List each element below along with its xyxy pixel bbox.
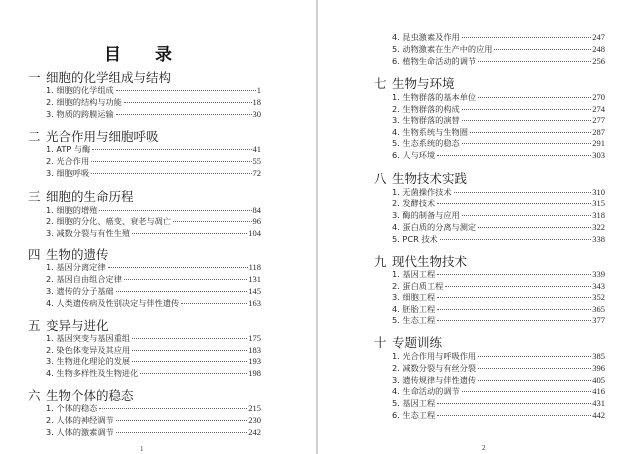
section-heading	[28, 190, 134, 204]
toc-entry[interactable]	[46, 415, 261, 426]
entry-page: 104	[248, 228, 261, 238]
entry-label: 2. 染色体变异及其应用	[46, 345, 131, 355]
section-heading	[28, 389, 134, 403]
toc-entry[interactable]	[392, 56, 605, 67]
toc-entry[interactable]	[392, 304, 605, 315]
toc-entry[interactable]	[392, 292, 605, 303]
leader-dots	[478, 61, 591, 62]
section-heading	[28, 71, 171, 85]
entry-page: 96	[252, 216, 261, 226]
entry-page: 274	[592, 104, 605, 114]
entry-page: 322	[592, 222, 605, 232]
entry-label: 4. 胚胎工程	[392, 304, 436, 314]
section-number: 二	[28, 129, 41, 144]
toc-entry[interactable]	[46, 156, 261, 167]
section-title: 现代生物技术	[392, 254, 468, 269]
entry-page: 183	[248, 345, 261, 355]
section-heading	[374, 336, 442, 350]
toc-entry[interactable]	[392, 398, 605, 409]
leader-dots	[478, 97, 591, 98]
leader-dots	[437, 274, 591, 275]
section-title: 细胞的生命历程	[46, 189, 134, 204]
section-title: 生物技术实践	[392, 171, 468, 186]
entry-label: 3. 细胞工程	[392, 292, 436, 302]
leader-dots	[445, 286, 591, 287]
entry-page: 343	[592, 281, 605, 291]
entry-page: 338	[592, 234, 605, 244]
leader-dots	[462, 37, 592, 38]
leader-dots	[462, 143, 592, 144]
right-page	[318, 0, 640, 454]
entry-page: 377	[592, 315, 605, 325]
entry-page: 416	[592, 386, 605, 396]
leader-dots	[91, 161, 251, 162]
entry-page: 315	[592, 198, 605, 208]
toc-entry[interactable]	[392, 363, 605, 374]
entry-label: 5. PCR 技术	[392, 234, 438, 244]
toc-entry[interactable]	[392, 386, 605, 397]
entry-page: 303	[592, 150, 605, 160]
entry-label: 1. 个体的稳态	[46, 403, 98, 413]
entry-page: 310	[592, 187, 605, 197]
entry-page: 248	[592, 44, 605, 54]
entry-label: 1. 光合作用与呼吸作用	[392, 351, 477, 361]
entry-label: 2. 基因自由组合定律	[46, 274, 122, 284]
toc-entry[interactable]	[46, 274, 261, 285]
leader-dots	[437, 203, 591, 204]
toc-entry[interactable]	[392, 44, 605, 55]
entry-page: 339	[592, 269, 605, 279]
toc-entry[interactable]	[392, 150, 605, 161]
toc-entry[interactable]	[46, 228, 261, 239]
leader-dots	[124, 102, 252, 103]
entry-page: 287	[592, 127, 605, 137]
entry-label: 5. 动物激素在生产中的应用	[392, 44, 493, 54]
entry-label: 3. 物质的跨膜运输	[46, 109, 114, 119]
entry-label: 6. 生态工程	[392, 410, 436, 420]
section-title: 专题训练	[392, 335, 443, 350]
entry-page: 365	[592, 304, 605, 314]
entry-label: 2. 细胞的结构与功能	[46, 97, 122, 107]
entry-page: 193	[248, 356, 261, 366]
toc-entry[interactable]	[392, 210, 605, 221]
section-number: 三	[28, 189, 41, 204]
toc-entry[interactable]	[46, 109, 261, 120]
entry-label: 5. 基因工程	[392, 398, 436, 408]
leader-dots	[116, 291, 248, 292]
entry-label: 4. 生物多样性及生物进化	[46, 368, 139, 378]
section-heading	[374, 172, 467, 186]
entry-page: 230	[248, 415, 261, 425]
left-page	[0, 0, 317, 454]
leader-dots	[462, 109, 592, 110]
toc-entry[interactable]	[392, 375, 605, 386]
toc-entry[interactable]	[392, 187, 605, 198]
entry-page: 396	[592, 363, 605, 373]
entry-label: 2. 人体的神经调节	[46, 415, 114, 425]
entry-label: 2. 蛋白质工程	[392, 281, 444, 291]
toc-entry[interactable]	[392, 127, 605, 138]
toc-entry[interactable]	[46, 368, 261, 379]
toc-entry[interactable]	[392, 138, 605, 149]
section-heading	[28, 130, 159, 144]
leader-dots	[140, 373, 247, 374]
entry-page: 291	[592, 138, 605, 148]
section-heading	[374, 255, 467, 269]
entry-label: 1. 基因分离定律	[46, 262, 106, 272]
leader-dots	[91, 173, 251, 174]
entry-page: 72	[252, 168, 261, 178]
toc-entry[interactable]	[46, 216, 261, 227]
leader-dots	[92, 149, 251, 150]
entry-label: 1. 细胞的增殖	[46, 205, 98, 215]
entry-label: 1. 生物群落的基本单位	[392, 92, 477, 102]
toc-entry[interactable]	[46, 205, 261, 216]
entry-page: 30	[252, 109, 261, 119]
toc-entry[interactable]	[392, 92, 605, 103]
entry-page: 431	[592, 398, 605, 408]
section-number: 六	[28, 388, 41, 403]
toc-entry[interactable]	[392, 198, 605, 209]
entry-label: 3. 细胞呼吸	[46, 168, 90, 178]
leader-dots	[494, 49, 591, 50]
entry-label: 1. 基因工程	[392, 269, 436, 279]
leader-dots	[132, 233, 247, 234]
entry-label: 1. ATP 与酶	[46, 144, 91, 154]
toc-entry[interactable]	[46, 345, 261, 356]
entry-label: 3. 生物群落的演替	[392, 115, 460, 125]
entry-label: 4. 昆虫激素及作用	[392, 32, 460, 42]
leader-dots	[116, 420, 248, 421]
entry-label: 2. 光合作用	[46, 156, 90, 166]
leader-dots	[462, 215, 592, 216]
entry-page: 145	[248, 286, 261, 296]
entry-page: 41	[252, 144, 261, 154]
entry-page: 247	[592, 32, 605, 42]
entry-page: 270	[592, 92, 605, 102]
entry-page: 442	[592, 410, 605, 420]
section-number: 四	[28, 247, 41, 262]
entry-page: 215	[248, 403, 261, 413]
toc-entry[interactable]	[392, 281, 605, 292]
entry-page: 198	[248, 368, 261, 378]
section-heading	[28, 319, 109, 333]
section-title: 变异与进化	[46, 318, 109, 333]
page-number: 2	[482, 444, 486, 452]
section-title: 生物个体的稳态	[46, 388, 134, 403]
toc-entry[interactable]	[46, 144, 261, 155]
leader-dots	[478, 227, 591, 228]
toc-entry[interactable]	[46, 168, 261, 179]
leader-dots	[478, 368, 591, 369]
entry-label: 2. 减数分裂与有丝分裂	[392, 363, 477, 373]
entry-label: 3. 遗传规律与伴性遗传	[392, 375, 477, 385]
entry-label: 3. 生物进化理论的发展	[46, 356, 131, 366]
leader-dots	[99, 210, 251, 211]
entry-page: 277	[592, 115, 605, 125]
section-title: 光合作用与细胞呼吸	[46, 129, 159, 144]
leader-dots	[437, 309, 591, 310]
leader-dots	[173, 221, 251, 222]
entry-page: 385	[592, 351, 605, 361]
toc-entry[interactable]	[392, 115, 605, 126]
section-title: 生物的遗传	[46, 247, 109, 262]
entry-label: 3. 酶的制备与应用	[392, 210, 460, 220]
section-heading	[374, 77, 455, 91]
leader-dots	[108, 267, 248, 268]
entry-page: 256	[592, 56, 605, 66]
toc-entry[interactable]	[46, 97, 261, 108]
toc-entry[interactable]	[46, 356, 261, 367]
entry-page: 55	[252, 156, 261, 166]
entry-label: 5. 生态工程	[392, 315, 436, 325]
entry-page: 352	[592, 292, 605, 302]
leader-dots	[454, 192, 592, 193]
section-title: 生物与环境	[392, 76, 455, 91]
section-number: 七	[374, 76, 387, 91]
leader-dots	[437, 403, 591, 404]
entry-label: 4. 人类遗传病及性别决定与伴性遗传	[46, 298, 180, 308]
section-number: 九	[374, 254, 387, 269]
entry-page: 318	[592, 210, 605, 220]
toc-entry[interactable]	[46, 403, 261, 414]
entry-label: 3. 遗传的分子基础	[46, 286, 114, 296]
leader-dots	[478, 356, 591, 357]
toc-title: 目 录	[104, 45, 186, 65]
entry-page: 84	[252, 205, 261, 215]
toc-entry[interactable]	[392, 269, 605, 280]
entry-label: 3. 减数分裂与有性生殖	[46, 228, 131, 238]
section-heading	[28, 248, 109, 262]
entry-label: 4. 生命活动的调节	[392, 386, 460, 396]
leader-dots	[437, 415, 591, 416]
entry-page: 1	[256, 85, 261, 95]
leader-dots	[470, 132, 591, 133]
page-number: 1	[140, 445, 144, 453]
entry-label: 4. 生物系统与生物圈	[392, 127, 468, 137]
toc-entry[interactable]	[392, 315, 605, 326]
leader-dots	[124, 279, 247, 280]
entry-label: 6. 人与环境	[392, 150, 436, 160]
section-number: 一	[28, 70, 41, 85]
leader-dots	[437, 155, 591, 156]
leader-dots	[181, 303, 247, 304]
entry-label: 6. 植物生命活动的调节	[392, 56, 477, 66]
entry-label: 4. 蛋白质的分离与测定	[392, 222, 477, 232]
entry-label: 1. 基因突变与基因重组	[46, 333, 131, 343]
leader-dots	[437, 297, 591, 298]
entry-label: 1. 细胞的化学组成	[46, 85, 114, 95]
entry-page: 242	[248, 427, 261, 437]
toc-entry[interactable]	[392, 410, 605, 421]
toc-entry[interactable]	[46, 85, 261, 96]
entry-label: 2. 生物群落的构成	[392, 104, 460, 114]
section-number: 十	[374, 335, 387, 350]
entry-page: 131	[248, 274, 261, 284]
entry-page: 405	[592, 375, 605, 385]
toc-entry[interactable]	[392, 104, 605, 115]
leader-dots	[116, 432, 248, 433]
toc-entry[interactable]	[46, 262, 261, 273]
entry-label: 2. 发酵技术	[392, 198, 436, 208]
leader-dots	[462, 391, 592, 392]
entry-label: 2. 细胞的分化、癌变、衰老与凋亡	[46, 216, 172, 226]
entry-page: 18	[252, 97, 261, 107]
toc-entry[interactable]	[392, 222, 605, 233]
leader-dots	[478, 380, 591, 381]
toc-entry[interactable]	[392, 234, 605, 245]
toc-entry[interactable]	[46, 298, 261, 309]
section-title: 细胞的化学组成与结构	[46, 70, 172, 85]
toc-entry[interactable]	[392, 351, 605, 362]
toc-entry[interactable]	[392, 32, 605, 43]
leader-dots	[99, 408, 247, 409]
entry-page: 163	[248, 298, 261, 308]
toc-entry[interactable]	[46, 286, 261, 297]
leader-dots	[440, 239, 592, 240]
entry-label: 3. 人体的激素调节	[46, 427, 114, 437]
leader-dots	[116, 114, 252, 115]
entry-page: 175	[248, 333, 261, 343]
section-number: 八	[374, 171, 387, 186]
entry-page: 118	[248, 262, 261, 272]
leader-dots	[462, 120, 592, 121]
leader-dots	[132, 361, 247, 362]
entry-label: 1. 无菌操作技术	[392, 187, 452, 197]
leader-dots	[132, 350, 247, 351]
entry-label: 5. 生态系统的稳态	[392, 138, 460, 148]
leader-dots	[437, 320, 591, 321]
toc-entry[interactable]	[46, 427, 261, 438]
leader-dots	[132, 338, 247, 339]
toc-entry[interactable]	[46, 333, 261, 344]
leader-dots	[116, 90, 256, 91]
section-number: 五	[28, 318, 41, 333]
